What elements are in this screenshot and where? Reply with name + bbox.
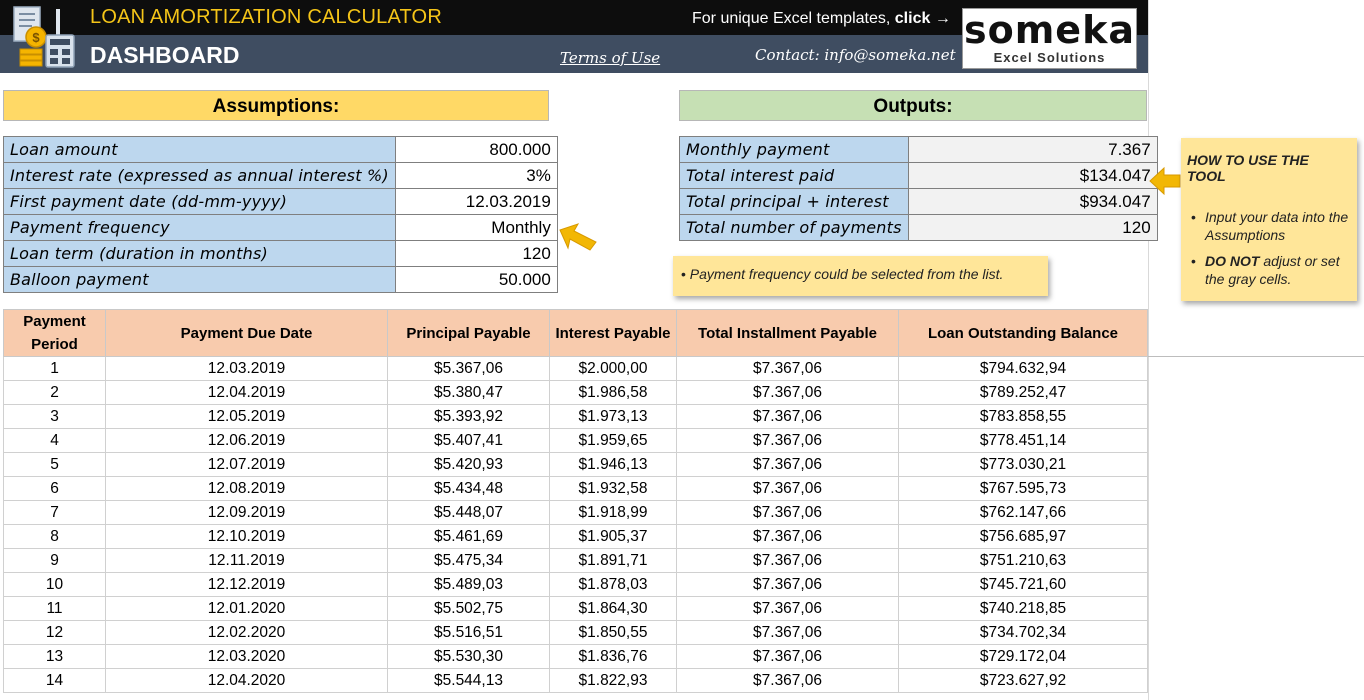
table-row [4,501,1148,525]
first-payment-date-input[interactable]: 12.03.2019 [395,189,557,215]
assumption-label: Interest rate (expressed as annual interest %) [4,163,396,189]
principal-cell[interactable]: $5.393,92 [388,405,550,429]
installment-cell[interactable]: $7.367,06 [677,477,899,501]
svg-text:$: $ [32,30,40,45]
table-row [4,621,1148,645]
howto-item-text: Input your data into the Assumptions [1205,209,1349,243]
period-cell[interactable]: 8 [4,525,106,549]
period-cell[interactable]: 14 [4,669,106,693]
interest-cell[interactable]: $1.836,76 [550,645,677,669]
output-label: Monthly payment [680,137,909,163]
assumption-row [4,137,558,163]
output-label: Total principal + interest [680,189,909,215]
interest-cell[interactable]: $1.946,13 [550,453,677,477]
output-row [680,189,1158,215]
period-cell[interactable]: 10 [4,573,106,597]
period-cell[interactable]: 9 [4,549,106,573]
installment-cell[interactable]: $7.367,06 [677,501,899,525]
logo-main-text: someka [963,8,1135,52]
assumption-label: First payment date (dd-mm-yyyy) [4,189,396,215]
due-date-cell[interactable]: 12.06.2019 [106,429,388,453]
total-payments-value: 120 [908,215,1157,241]
interest-cell[interactable]: $1.959,65 [550,429,677,453]
table-row [4,477,1148,501]
assumptions-table [3,136,558,293]
due-date-cell[interactable]: 12.11.2019 [106,549,388,573]
installment-cell[interactable]: $7.367,06 [677,669,899,693]
period-cell[interactable]: 4 [4,429,106,453]
total-interest-value: $134.047 [908,163,1157,189]
period-cell[interactable]: 13 [4,645,106,669]
loan-amount-input[interactable]: 800.000 [395,137,557,163]
period-cell[interactable]: 5 [4,453,106,477]
payment-frequency-select[interactable]: Monthly [395,215,557,241]
table-row [4,645,1148,669]
balloon-payment-input[interactable]: 50.000 [395,267,557,293]
principal-cell[interactable]: $5.448,07 [388,501,550,525]
balance-cell[interactable]: $740.218,85 [899,597,1148,621]
installment-cell[interactable]: $7.367,06 [677,597,899,621]
period-cell[interactable]: 6 [4,477,106,501]
outputs-header: Outputs: [679,90,1147,121]
output-row [680,137,1158,163]
col-header-due-date: Payment Due Date [106,310,388,357]
installment-cell[interactable]: $7.367,06 [677,645,899,669]
table-row [4,549,1148,573]
balance-cell[interactable]: $789.252,47 [899,381,1148,405]
balance-cell[interactable]: $723.627,92 [899,669,1148,693]
principal-cell[interactable]: $5.380,47 [388,381,550,405]
due-date-cell[interactable]: 12.09.2019 [106,501,388,525]
balance-cell[interactable]: $783.858,55 [899,405,1148,429]
installment-cell[interactable]: $7.367,06 [677,405,899,429]
installment-cell[interactable]: $7.367,06 [677,621,899,645]
howto-title: HOW TO USE THE TOOL [1187,152,1309,184]
interest-rate-input[interactable]: 3% [395,163,557,189]
interest-cell[interactable]: $1.905,37 [550,525,677,549]
installment-cell[interactable]: $7.367,06 [677,357,899,381]
period-cell[interactable]: 2 [4,381,106,405]
monthly-payment-value: 7.367 [908,137,1157,163]
output-row [680,163,1158,189]
installment-cell[interactable]: $7.367,06 [677,453,899,477]
how-to-note [1181,138,1357,301]
installment-cell[interactable]: $7.367,06 [677,549,899,573]
due-date-cell[interactable]: 12.03.2019 [106,357,388,381]
due-date-cell[interactable]: 12.08.2019 [106,477,388,501]
sheet-divider-horizontal [1148,356,1364,357]
due-date-cell[interactable]: 12.04.2020 [106,669,388,693]
principal-cell[interactable]: $5.530,30 [388,645,550,669]
due-date-cell[interactable]: 12.05.2019 [106,405,388,429]
interest-cell[interactable]: $1.850,55 [550,621,677,645]
period-cell[interactable]: 1 [4,357,106,381]
interest-cell[interactable]: $1.878,03 [550,573,677,597]
due-date-cell[interactable]: 12.02.2020 [106,621,388,645]
principal-cell[interactable]: $5.461,69 [388,525,550,549]
principal-cell[interactable]: $5.516,51 [388,621,550,645]
balance-cell[interactable]: $745.721,60 [899,573,1148,597]
assumptions-header: Assumptions: [3,90,549,121]
col-header-balance: Loan Outstanding Balance [899,310,1148,357]
period-cell[interactable]: 12 [4,621,106,645]
table-row [4,357,1148,381]
assumption-row [4,215,558,241]
col-header-installment: Total Installment Payable [677,310,899,357]
arrow-left-icon [558,222,598,254]
interest-cell[interactable]: $1.891,71 [550,549,677,573]
interest-cell[interactable]: $2.000,00 [550,357,677,381]
principal-cell[interactable]: $5.367,06 [388,357,550,381]
due-date-cell[interactable]: 12.04.2019 [106,381,388,405]
loan-term-input[interactable]: 120 [395,241,557,267]
installment-cell[interactable]: $7.367,06 [677,429,899,453]
output-row [680,215,1158,241]
table-header-row [4,310,1148,357]
assumption-label: Loan amount [4,137,396,163]
table-body [4,357,1148,693]
interest-cell[interactable]: $1.918,99 [550,501,677,525]
outputs-table [679,136,1158,241]
table-row [4,573,1148,597]
promo-link[interactable] [692,10,951,28]
frequency-note: • Payment frequency could be selected from the list. [673,256,1048,296]
col-header-principal: Principal Payable [388,310,550,357]
assumption-row [4,163,558,189]
table-row [4,429,1148,453]
sheet-divider [1148,0,1149,700]
due-date-cell[interactable]: 12.10.2019 [106,525,388,549]
someka-logo[interactable] [962,8,1137,69]
table-row [4,525,1148,549]
interest-cell[interactable]: $1.822,93 [550,669,677,693]
assumption-row [4,267,558,293]
page-title: DASHBOARD [90,42,240,68]
balance-cell[interactable]: $767.595,73 [899,477,1148,501]
table-row [4,669,1148,693]
period-cell[interactable]: 7 [4,501,106,525]
principal-cell[interactable]: $5.502,75 [388,597,550,621]
interest-cell[interactable]: $1.973,13 [550,405,677,429]
col-header-period: Payment Period [4,310,106,357]
balance-cell[interactable]: $751.210,63 [899,549,1148,573]
terms-of-use-link[interactable]: Terms of Use [560,49,661,67]
installment-cell[interactable]: $7.367,06 [677,573,899,597]
due-date-cell[interactable]: 12.01.2020 [106,597,388,621]
assumption-row [4,241,558,267]
installment-cell[interactable]: $7.367,06 [677,525,899,549]
amortization-table [3,309,1148,693]
interest-cell[interactable]: $1.932,58 [550,477,677,501]
table-row [4,381,1148,405]
frequency-note-text: Payment frequency could be selected from the list. [689,266,1004,282]
due-date-cell[interactable]: 12.12.2019 [106,573,388,597]
principal-cell[interactable]: $5.489,03 [388,573,550,597]
total-principal-interest-value: $934.047 [908,189,1157,215]
col-header-interest: Interest Payable [550,310,677,357]
howto-item-bold: DO NOT [1205,253,1260,269]
principal-cell[interactable]: $5.420,93 [388,453,550,477]
table-row [4,597,1148,621]
assumption-label: Payment frequency [4,215,396,241]
contact-email[interactable]: Contact: info@someka.net [755,46,956,64]
assumption-row [4,189,558,215]
interest-cell[interactable]: $1.986,58 [550,381,677,405]
logo-sub-text: Excel Solutions [993,50,1106,65]
due-date-cell[interactable]: 12.03.2020 [106,645,388,669]
period-cell[interactable]: 11 [4,597,106,621]
balance-cell[interactable]: $734.702,34 [899,621,1148,645]
promo-text: For unique Excel templates, [692,10,891,27]
balance-cell[interactable]: $794.632,94 [899,357,1148,381]
promo-click[interactable]: click → [894,10,951,27]
principal-cell[interactable]: $5.407,41 [388,429,550,453]
howto-item [1187,252,1351,288]
installment-cell[interactable]: $7.367,06 [677,381,899,405]
principal-cell[interactable]: $5.475,34 [388,549,550,573]
output-label: Total interest paid [680,163,909,189]
arrow-left-icon [1148,165,1182,197]
principal-cell[interactable]: $5.544,13 [388,669,550,693]
table-row [4,453,1148,477]
assumption-label: Balloon payment [4,267,396,293]
howto-item-text: adjust or set the gray cells. [1205,253,1340,287]
output-label: Total number of payments [680,215,909,241]
due-date-cell[interactable]: 12.07.2019 [106,453,388,477]
balance-cell[interactable]: $756.685,97 [899,525,1148,549]
calculator-coins-icon [12,5,78,69]
balance-cell[interactable]: $729.172,04 [899,645,1148,669]
principal-cell[interactable]: $5.434,48 [388,477,550,501]
howto-item [1187,208,1351,244]
period-cell[interactable]: 3 [4,405,106,429]
balance-cell[interactable]: $773.030,21 [899,453,1148,477]
app-title: LOAN AMORTIZATION CALCULATOR [90,6,442,28]
balance-cell[interactable]: $778.451,14 [899,429,1148,453]
interest-cell[interactable]: $1.864,30 [550,597,677,621]
table-row [4,405,1148,429]
howto-list [1187,208,1351,288]
assumption-label: Loan term (duration in months) [4,241,396,267]
balance-cell[interactable]: $762.147,66 [899,501,1148,525]
